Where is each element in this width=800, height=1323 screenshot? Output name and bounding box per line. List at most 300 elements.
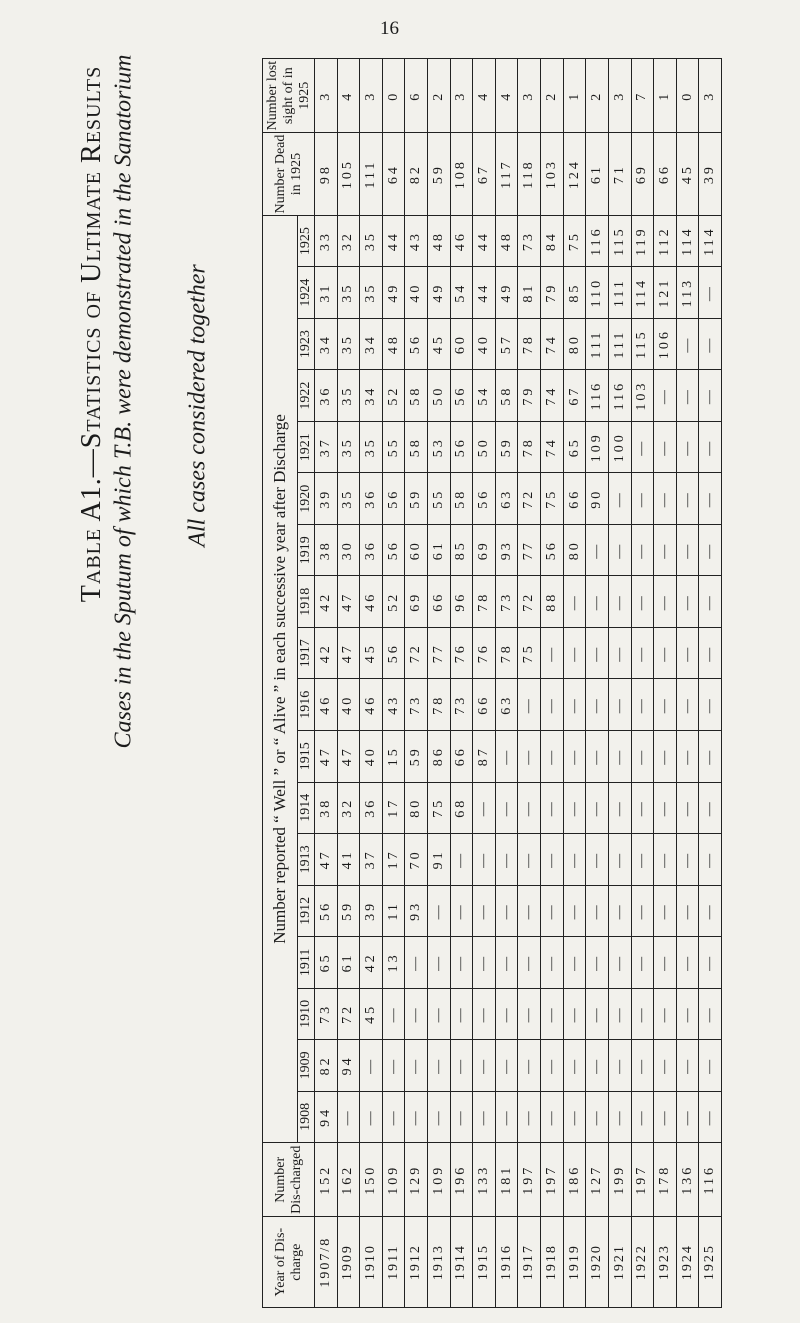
- cell-count: —: [586, 782, 609, 834]
- cell-number-discharged: 129: [405, 1143, 428, 1217]
- cell-count: —: [382, 1091, 405, 1143]
- cell-count: —: [473, 834, 496, 886]
- cell-count: 40: [337, 679, 360, 731]
- cell-number-lost: 4: [473, 59, 496, 133]
- header-year-1924: 1924: [298, 267, 315, 319]
- cell-count: 43: [405, 215, 428, 267]
- cell-count: —: [699, 267, 722, 319]
- cell-count: 17: [382, 834, 405, 886]
- cell-count: —: [631, 782, 654, 834]
- cell-number-dead: 103: [541, 133, 564, 215]
- cell-count: 60: [405, 524, 428, 576]
- cell-count: 116: [608, 370, 631, 422]
- cell-count: 111: [608, 318, 631, 370]
- cell-number-lost: 2: [428, 59, 451, 133]
- cell-count: 73: [405, 679, 428, 731]
- cell-count: —: [473, 1040, 496, 1092]
- header-number-discharged: Number Dis-charged: [263, 1143, 315, 1217]
- cell-count: —: [631, 421, 654, 473]
- cell-count: —: [699, 473, 722, 525]
- header-year-1913: 1913: [298, 834, 315, 886]
- cell-count: 35: [337, 318, 360, 370]
- cell-count: 17: [382, 782, 405, 834]
- year-header-row: [298, 59, 315, 1308]
- cell-count: —: [699, 885, 722, 937]
- cell-count: —: [586, 524, 609, 576]
- cell-count: 56: [382, 524, 405, 576]
- cell-count: 66: [473, 679, 496, 731]
- cell-count: 63: [495, 473, 518, 525]
- cell-count: —: [586, 1040, 609, 1092]
- cell-count: 80: [563, 318, 586, 370]
- cell-count: 39: [360, 885, 383, 937]
- cell-count: 63: [495, 679, 518, 731]
- cell-count: 37: [360, 834, 383, 886]
- cell-count: 56: [450, 421, 473, 473]
- cell-count: —: [541, 937, 564, 989]
- cell-count: 45: [360, 627, 383, 679]
- cell-count: 79: [541, 267, 564, 319]
- cell-count: —: [541, 1091, 564, 1143]
- cell-count: 47: [315, 834, 338, 886]
- cell-count: 68: [450, 782, 473, 834]
- cell-number-dead: 124: [563, 133, 586, 215]
- cell-count: —: [541, 679, 564, 731]
- cell-count: —: [676, 473, 699, 525]
- cell-count: —: [360, 1091, 383, 1143]
- table-row: [699, 59, 722, 1308]
- cell-count: —: [495, 731, 518, 783]
- cell-number-lost: 1: [654, 59, 677, 133]
- cell-year-of-discharge: 1920: [586, 1217, 609, 1308]
- cell-count: —: [495, 988, 518, 1040]
- cell-count: 69: [405, 576, 428, 628]
- cell-count: —: [608, 782, 631, 834]
- cell-count: —: [518, 988, 541, 1040]
- cell-count: —: [495, 885, 518, 937]
- cell-count: 42: [315, 627, 338, 679]
- cell-count: 40: [360, 731, 383, 783]
- header-number-lost-sight: Number lost sight of in 1925: [263, 59, 315, 133]
- cell-number-dead: 82: [405, 133, 428, 215]
- cell-count: 93: [405, 885, 428, 937]
- cell-count: 72: [518, 576, 541, 628]
- cell-count: —: [699, 1040, 722, 1092]
- cell-count: —: [473, 782, 496, 834]
- cell-count: —: [631, 885, 654, 937]
- cell-count: 80: [405, 782, 428, 834]
- cell-number-discharged: 109: [382, 1143, 405, 1217]
- cell-count: 39: [315, 473, 338, 525]
- table-row: [518, 59, 541, 1308]
- cell-count: —: [654, 937, 677, 989]
- cell-number-lost: 4: [337, 59, 360, 133]
- cell-count: —: [450, 1091, 473, 1143]
- cell-number-discharged: 136: [676, 1143, 699, 1217]
- cell-number-discharged: 197: [541, 1143, 564, 1217]
- cell-count: —: [654, 524, 677, 576]
- cell-count: 116: [586, 370, 609, 422]
- cell-count: —: [405, 1091, 428, 1143]
- cell-count: —: [563, 988, 586, 1040]
- cell-count: 59: [337, 885, 360, 937]
- cell-count: 116: [586, 215, 609, 267]
- cell-count: 67: [563, 370, 586, 422]
- cell-count: 78: [428, 679, 451, 731]
- cell-count: —: [631, 937, 654, 989]
- cell-count: —: [676, 524, 699, 576]
- cell-count: 35: [337, 473, 360, 525]
- cell-count: 106: [654, 318, 677, 370]
- cell-count: —: [495, 937, 518, 989]
- cell-count: 73: [518, 215, 541, 267]
- table-row: [428, 59, 451, 1308]
- cell-count: 50: [473, 421, 496, 473]
- cell-year-of-discharge: 1917: [518, 1217, 541, 1308]
- cell-count: —: [631, 576, 654, 628]
- cell-count: 65: [563, 421, 586, 473]
- cell-count: —: [360, 1040, 383, 1092]
- cell-count: —: [631, 834, 654, 886]
- cell-count: —: [450, 885, 473, 937]
- cell-count: —: [541, 834, 564, 886]
- cell-year-of-discharge: 1911: [382, 1217, 405, 1308]
- cell-count: 58: [450, 473, 473, 525]
- cell-count: 78: [473, 576, 496, 628]
- cell-count: 66: [563, 473, 586, 525]
- cell-count: 114: [631, 267, 654, 319]
- table-row: [676, 59, 699, 1308]
- cell-count: 48: [382, 318, 405, 370]
- cell-count: —: [608, 576, 631, 628]
- cell-count: —: [518, 834, 541, 886]
- cell-count: 59: [405, 731, 428, 783]
- header-year-1916: 1916: [298, 679, 315, 731]
- cell-year-of-discharge: 1916: [495, 1217, 518, 1308]
- cell-count: —: [428, 1091, 451, 1143]
- cell-number-discharged: 133: [473, 1143, 496, 1217]
- cell-count: —: [518, 885, 541, 937]
- cell-number-dead: 105: [337, 133, 360, 215]
- cell-number-dead: 66: [654, 133, 677, 215]
- cell-count: —: [676, 679, 699, 731]
- cell-count: —: [586, 885, 609, 937]
- cell-count: —: [382, 1040, 405, 1092]
- cell-count: 85: [563, 267, 586, 319]
- cell-count: 54: [450, 267, 473, 319]
- table-subtitle-all-cases: All cases considered together: [184, 264, 211, 547]
- cell-count: 35: [337, 370, 360, 422]
- cell-count: —: [699, 834, 722, 886]
- cell-count: —: [699, 370, 722, 422]
- cell-count: 47: [337, 576, 360, 628]
- table-row: [405, 59, 428, 1308]
- cell-count: 82: [315, 1040, 338, 1092]
- cell-count: —: [563, 1091, 586, 1143]
- cell-count: 81: [518, 267, 541, 319]
- cell-count: —: [563, 627, 586, 679]
- cell-count: —: [676, 834, 699, 886]
- cell-count: —: [563, 576, 586, 628]
- cell-number-lost: 0: [382, 59, 405, 133]
- cell-count: 36: [360, 782, 383, 834]
- cell-count: —: [631, 679, 654, 731]
- table-row: [337, 59, 360, 1308]
- cell-count: —: [541, 885, 564, 937]
- table-row: [563, 59, 586, 1308]
- header-year-1921: 1921: [298, 421, 315, 473]
- cell-count: 48: [428, 215, 451, 267]
- cell-number-discharged: 162: [337, 1143, 360, 1217]
- cell-count: 56: [473, 473, 496, 525]
- cell-count: 49: [495, 267, 518, 319]
- cell-count: 94: [315, 1091, 338, 1143]
- cell-count: 45: [428, 318, 451, 370]
- cell-count: 115: [631, 318, 654, 370]
- cell-count: 33: [315, 215, 338, 267]
- cell-count: 35: [337, 267, 360, 319]
- cell-number-dead: 117: [495, 133, 518, 215]
- cell-count: 110: [586, 267, 609, 319]
- cell-count: 56: [382, 627, 405, 679]
- cell-count: —: [586, 988, 609, 1040]
- cell-count: —: [654, 627, 677, 679]
- header-year-1908: 1908: [298, 1091, 315, 1143]
- cell-count: —: [428, 937, 451, 989]
- cell-number-lost: 1: [563, 59, 586, 133]
- cell-count: 77: [428, 627, 451, 679]
- cell-number-lost: 2: [541, 59, 564, 133]
- cell-count: 40: [405, 267, 428, 319]
- cell-count: —: [495, 834, 518, 886]
- table-subtitle-sputum: Cases in the Sputum of which T.B. were demonstrated in the Sanatorium: [110, 54, 137, 749]
- cell-count: 36: [360, 524, 383, 576]
- header-year-1911: 1911: [298, 937, 315, 989]
- cell-count: —: [518, 937, 541, 989]
- cell-count: —: [405, 988, 428, 1040]
- cell-count: 74: [541, 421, 564, 473]
- cell-number-lost: 3: [608, 59, 631, 133]
- cell-count: 55: [382, 421, 405, 473]
- cell-year-of-discharge: 1922: [631, 1217, 654, 1308]
- cell-count: 13: [382, 937, 405, 989]
- cell-count: —: [495, 1040, 518, 1092]
- cell-count: —: [495, 782, 518, 834]
- cell-count: —: [631, 988, 654, 1040]
- cell-count: —: [676, 1091, 699, 1143]
- cell-count: —: [337, 1091, 360, 1143]
- cell-count: —: [541, 782, 564, 834]
- cell-count: —: [699, 421, 722, 473]
- cell-count: 90: [586, 473, 609, 525]
- cell-count: —: [586, 679, 609, 731]
- cell-count: 36: [315, 370, 338, 422]
- cell-count: 65: [315, 937, 338, 989]
- cell-count: —: [586, 834, 609, 886]
- cell-count: 46: [360, 679, 383, 731]
- cell-count: 75: [541, 473, 564, 525]
- cell-count: 44: [382, 215, 405, 267]
- cell-count: 114: [676, 215, 699, 267]
- cell-number-discharged: 116: [699, 1143, 722, 1217]
- cell-count: 47: [315, 731, 338, 783]
- cell-number-dead: 71: [608, 133, 631, 215]
- cell-count: 66: [428, 576, 451, 628]
- cell-count: 78: [518, 421, 541, 473]
- cell-number-discharged: 109: [428, 1143, 451, 1217]
- cell-count: 42: [315, 576, 338, 628]
- cell-count: —: [676, 782, 699, 834]
- cell-count: —: [608, 731, 631, 783]
- cell-count: —: [654, 1040, 677, 1092]
- cell-count: 115: [608, 215, 631, 267]
- cell-count: —: [608, 834, 631, 886]
- page-number: 16: [380, 18, 399, 39]
- cell-count: —: [428, 885, 451, 937]
- cell-count: 56: [315, 885, 338, 937]
- cell-number-dead: 69: [631, 133, 654, 215]
- cell-count: —: [654, 421, 677, 473]
- cell-number-discharged: 186: [563, 1143, 586, 1217]
- cell-count: 73: [450, 679, 473, 731]
- header-year-1920: 1920: [298, 473, 315, 525]
- cell-count: —: [676, 370, 699, 422]
- cell-number-lost: 3: [699, 59, 722, 133]
- cell-count: 35: [360, 421, 383, 473]
- cell-number-lost: 7: [631, 59, 654, 133]
- cell-number-lost: 3: [315, 59, 338, 133]
- cell-count: 103: [631, 370, 654, 422]
- cell-count: 40: [473, 318, 496, 370]
- cell-count: —: [631, 473, 654, 525]
- cell-number-lost: 3: [450, 59, 473, 133]
- cell-count: —: [608, 524, 631, 576]
- cell-count: 60: [450, 318, 473, 370]
- cell-count: —: [518, 1091, 541, 1143]
- header-year-1925: 1925: [298, 215, 315, 267]
- cell-count: 88: [541, 576, 564, 628]
- table-row: [541, 59, 564, 1308]
- table-row: [450, 59, 473, 1308]
- header-year-of-discharge: Year of Dis-charge: [263, 1217, 315, 1308]
- cell-count: 56: [450, 370, 473, 422]
- cell-count: 76: [450, 627, 473, 679]
- header-year-1912: 1912: [298, 885, 315, 937]
- cell-count: 52: [382, 576, 405, 628]
- cell-count: 55: [428, 473, 451, 525]
- cell-count: —: [541, 731, 564, 783]
- cell-count: 36: [360, 473, 383, 525]
- cell-count: 114: [699, 215, 722, 267]
- cell-count: 96: [450, 576, 473, 628]
- cell-count: 100: [608, 421, 631, 473]
- cell-count: —: [608, 988, 631, 1040]
- cell-year-of-discharge: 1914: [450, 1217, 473, 1308]
- cell-number-discharged: 127: [586, 1143, 609, 1217]
- cell-count: 80: [563, 524, 586, 576]
- cell-number-discharged: 150: [360, 1143, 383, 1217]
- cell-count: 46: [450, 215, 473, 267]
- cell-count: —: [586, 731, 609, 783]
- cell-count: 66: [450, 731, 473, 783]
- cell-count: —: [676, 988, 699, 1040]
- header-year-1910: 1910: [298, 988, 315, 1040]
- cell-year-of-discharge: 1924: [676, 1217, 699, 1308]
- cell-count: —: [654, 1091, 677, 1143]
- cell-count: 56: [405, 318, 428, 370]
- cell-count: 30: [337, 524, 360, 576]
- cell-count: 54: [473, 370, 496, 422]
- cell-count: 48: [495, 215, 518, 267]
- cell-count: 53: [428, 421, 451, 473]
- cell-count: —: [541, 988, 564, 1040]
- cell-count: —: [518, 679, 541, 731]
- cell-count: 43: [382, 679, 405, 731]
- cell-count: —: [608, 473, 631, 525]
- cell-count: —: [586, 1091, 609, 1143]
- cell-count: —: [563, 731, 586, 783]
- header-well-or-alive-group: Number reported “ Well ” or “ Alive ” in each successive year after Discharge: [263, 215, 298, 1142]
- cell-count: 35: [337, 421, 360, 473]
- cell-count: 74: [541, 370, 564, 422]
- cell-count: 84: [541, 215, 564, 267]
- header-year-1917: 1917: [298, 627, 315, 679]
- table-row: [315, 59, 338, 1308]
- cell-count: —: [676, 731, 699, 783]
- cell-count: 91: [428, 834, 451, 886]
- cell-number-lost: 3: [360, 59, 383, 133]
- statistics-table-container: [262, 58, 722, 1308]
- cell-count: 46: [360, 576, 383, 628]
- cell-count: 76: [473, 627, 496, 679]
- cell-count: 44: [473, 215, 496, 267]
- cell-number-dead: 39: [699, 133, 722, 215]
- cell-year-of-discharge: 1912: [405, 1217, 428, 1308]
- cell-year-of-discharge: 1925: [699, 1217, 722, 1308]
- cell-count: 79: [518, 370, 541, 422]
- cell-count: 35: [360, 267, 383, 319]
- cell-count: —: [654, 782, 677, 834]
- cell-count: —: [631, 731, 654, 783]
- cell-number-discharged: 199: [608, 1143, 631, 1217]
- cell-year-of-discharge: 1919: [563, 1217, 586, 1308]
- cell-count: —: [654, 576, 677, 628]
- cell-count: —: [563, 885, 586, 937]
- cell-count: —: [473, 1091, 496, 1143]
- cell-count: 57: [495, 318, 518, 370]
- cell-count: 56: [382, 473, 405, 525]
- cell-count: —: [563, 679, 586, 731]
- cell-count: —: [563, 782, 586, 834]
- cell-count: —: [654, 834, 677, 886]
- table-row: [631, 59, 654, 1308]
- table-row: [586, 59, 609, 1308]
- cell-count: 45: [360, 988, 383, 1040]
- cell-number-lost: 0: [676, 59, 699, 133]
- cell-count: 11: [382, 885, 405, 937]
- cell-count: 72: [518, 473, 541, 525]
- cell-count: —: [586, 937, 609, 989]
- cell-count: 46: [315, 679, 338, 731]
- cell-count: —: [405, 1040, 428, 1092]
- cell-count: —: [699, 524, 722, 576]
- cell-count: 42: [360, 937, 383, 989]
- cell-count: 15: [382, 731, 405, 783]
- cell-count: —: [608, 1091, 631, 1143]
- cell-count: —: [473, 988, 496, 1040]
- cell-count: —: [541, 627, 564, 679]
- cell-count: 77: [518, 524, 541, 576]
